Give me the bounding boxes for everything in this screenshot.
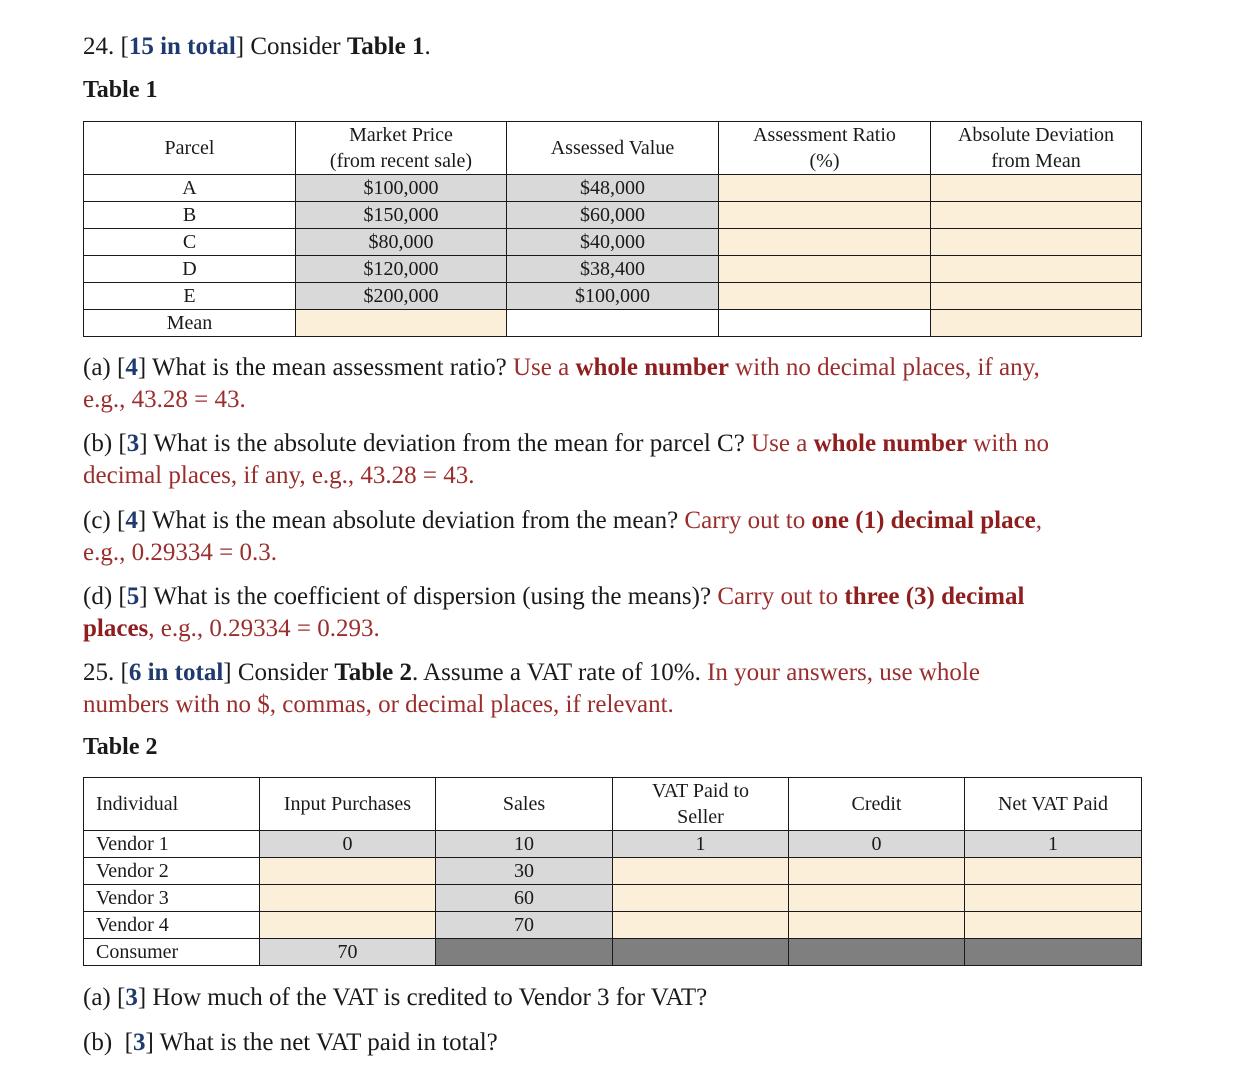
sales-cell: 60 [436, 885, 613, 912]
q24d-instruction-bold: three (3) decimal [844, 583, 1025, 610]
individual-cell: Vendor 4 [84, 912, 260, 939]
assessment-ratio-answer-cell[interactable] [719, 175, 931, 202]
table1-row-d [84, 256, 1142, 283]
market-price-cell: $120,000 [296, 256, 507, 283]
table1-header-market-price [296, 122, 507, 175]
table2-row-consumer [84, 939, 1142, 966]
table2-header-credit: Credit [789, 778, 965, 831]
vat-paid-answer-cell[interactable] [613, 912, 789, 939]
input-purchases-answer-cell[interactable] [260, 912, 436, 939]
net-vat-answer-cell[interactable] [965, 885, 1142, 912]
q24c-example: e.g., 0.29334 = 0.3. [83, 539, 277, 566]
parcel-cell: C [84, 229, 296, 256]
market-price-cell: $100,000 [296, 175, 507, 202]
net-vat-cell: 1 [965, 831, 1142, 858]
ratio-line1: Assessment Ratio [753, 124, 896, 146]
assessment-ratio-answer-cell[interactable] [719, 283, 931, 310]
table2-header-input-purchases: Input Purchases [260, 778, 436, 831]
table1-header-assessed-value: Assessed Value [507, 122, 719, 175]
assessment-ratio-answer-cell[interactable] [719, 229, 931, 256]
q25a [83, 982, 707, 1014]
ratio-line2: (%) [809, 150, 840, 172]
q24c-instruction: Carry out to [684, 507, 806, 534]
q24a-points: 4 [125, 354, 138, 381]
mean-assessed-value-cell [507, 310, 719, 337]
market-price-cell: $150,000 [296, 202, 507, 229]
q24a-question: ] What is the mean assessment ratio? [137, 354, 507, 381]
vat-line1: VAT Paid to [651, 780, 750, 802]
parcel-cell: A [84, 175, 296, 202]
q25-points: 6 in total [128, 659, 224, 686]
credit-cell: 0 [789, 831, 965, 858]
sales-cell: 70 [436, 912, 613, 939]
q25a-points: 3 [125, 984, 138, 1011]
q24b-label: (b) [ [83, 430, 127, 457]
assessed-value-cell: $38,400 [507, 256, 719, 283]
credit-answer-cell[interactable] [789, 858, 965, 885]
q24c-points: 4 [125, 507, 138, 534]
q25-instruction: In your answers, use whole [707, 659, 980, 686]
credit-answer-cell[interactable] [789, 912, 965, 939]
input-purchases-answer-cell[interactable] [260, 885, 436, 912]
assessment-ratio-answer-cell[interactable] [719, 256, 931, 283]
sales-cell: 10 [436, 831, 613, 858]
q24d-question: ] What is the coefficient of dispersion (using the means)? [139, 583, 712, 610]
absolute-deviation-answer-cell[interactable] [931, 175, 1142, 202]
market-price-cell: $80,000 [296, 229, 507, 256]
net-vat-answer-cell[interactable] [965, 858, 1142, 885]
absdev-line2: from Mean [991, 150, 1081, 172]
assessment-ratio-answer-cell[interactable] [719, 202, 931, 229]
q25-table-ref: Table 2 [334, 659, 412, 686]
q24b-example: decimal places, if any, e.g., 43.28 = 43. [83, 462, 475, 489]
assessed-value-cell: $40,000 [507, 229, 719, 256]
q24-period: . [424, 33, 431, 60]
q25-heading [83, 657, 980, 721]
q24b-instruction: Use a [751, 430, 808, 457]
q24b-instruction-bold: whole number [813, 430, 968, 457]
q25-number: 25. [ [83, 659, 129, 686]
market-price-line2: (from recent sale) [329, 150, 473, 172]
table1-row-c [84, 229, 1142, 256]
q25b-label: (b) [ [83, 1029, 133, 1056]
vat-line2: Seller [677, 806, 724, 828]
q24d-points: 5 [126, 583, 140, 610]
q24c [83, 505, 1042, 569]
table1 [83, 121, 1142, 337]
q24a-example: e.g., 43.28 = 43. [83, 386, 246, 413]
individual-cell: Consumer [84, 939, 260, 966]
table2-header-sales: Sales [436, 778, 613, 831]
q24c-question: ] What is the mean absolute deviation from the mean? [137, 507, 679, 534]
q25b-question: ] What is the net VAT paid in total? [145, 1029, 498, 1056]
q24a-label: (a) [ [83, 354, 126, 381]
q25a-question: ] How much of the VAT is credited to Vendor 3 for VAT? [137, 984, 708, 1011]
q25-instruction-2: numbers with no $, commas, or decimal places, if relevant. [83, 691, 674, 718]
absolute-deviation-answer-cell[interactable] [931, 202, 1142, 229]
net-vat-answer-cell[interactable] [965, 912, 1142, 939]
table2-caption: Table 2 [83, 734, 158, 760]
blocked-cell [789, 939, 965, 966]
q24a-instruction-2: with no decimal places, if any, [735, 354, 1040, 381]
market-price-line1: Market Price [349, 124, 453, 146]
input-purchases-cell: 70 [260, 939, 436, 966]
q24c-instruction-bold: one (1) decimal place [811, 507, 1036, 534]
individual-cell: Vendor 1 [84, 831, 260, 858]
individual-cell: Vendor 2 [84, 858, 260, 885]
q24-intro: Consider [250, 33, 341, 60]
table1-row-mean [84, 310, 1142, 337]
q24c-comma: , [1035, 507, 1043, 534]
blocked-cell [436, 939, 613, 966]
mean-label-cell: Mean [84, 310, 296, 337]
q24-number: 24. [83, 33, 115, 60]
mean-absolute-deviation-answer-cell[interactable] [931, 310, 1142, 337]
table1-row-a [84, 175, 1142, 202]
absolute-deviation-answer-cell[interactable] [931, 283, 1142, 310]
table2-header-vat-paid [613, 778, 789, 831]
q24d-instruction: Carry out to [717, 583, 839, 610]
blocked-cell [965, 939, 1142, 966]
q25-vat-rate: . Assume a VAT rate of 10%. [411, 659, 701, 686]
q24d [83, 581, 1024, 645]
table1-header-row [84, 122, 1142, 175]
q24b-instruction-2: with no [973, 430, 1049, 457]
input-purchases-answer-cell[interactable] [260, 858, 436, 885]
credit-answer-cell[interactable] [789, 885, 965, 912]
q24b [83, 428, 1049, 492]
absdev-line1: Absolute Deviation [957, 124, 1115, 146]
q24a-instruction-bold: whole number [575, 354, 729, 381]
table2 [83, 777, 1142, 966]
table2-row-vendor3 [84, 885, 1142, 912]
vat-paid-cell: 1 [613, 831, 789, 858]
parcel-cell: D [84, 256, 296, 283]
q24d-example: , e.g., 0.29334 = 0.293. [148, 615, 380, 642]
q25b-points: 3 [132, 1029, 146, 1056]
q25b [83, 1027, 498, 1059]
mean-market-price-answer-cell[interactable] [296, 310, 507, 337]
absolute-deviation-answer-cell[interactable] [931, 229, 1142, 256]
q24a-instruction: Use a [512, 354, 570, 381]
table2-row-vendor4 [84, 912, 1142, 939]
assessed-value-cell: $60,000 [507, 202, 719, 229]
vat-paid-answer-cell[interactable] [613, 858, 789, 885]
table2-row-vendor1 [84, 831, 1142, 858]
parcel-cell: E [84, 283, 296, 310]
q24-table-ref: Table 1 [346, 33, 425, 60]
table1-row-e [84, 283, 1142, 310]
q24c-label: (c) [ [83, 507, 126, 534]
table1-caption: Table 1 [83, 77, 158, 103]
q24d-instruction-bold-2: places [83, 615, 149, 642]
table2-header-row [84, 778, 1142, 831]
q24d-label: (d) [ [83, 583, 127, 610]
input-purchases-cell: 0 [260, 831, 436, 858]
table2-header-net-vat: Net VAT Paid [965, 778, 1142, 831]
q25-intro: ] Consider [223, 659, 329, 686]
q24b-points: 3 [126, 430, 140, 457]
q24b-question: ] What is the absolute deviation from the mean for parcel C? [139, 430, 745, 457]
table2-header-individual: Individual [84, 778, 260, 831]
market-price-cell: $200,000 [296, 283, 507, 310]
individual-cell: Vendor 3 [84, 885, 260, 912]
assessed-value-cell: $48,000 [507, 175, 719, 202]
assessed-value-cell: $100,000 [507, 283, 719, 310]
table2-row-vendor2 [84, 858, 1142, 885]
mean-assessment-ratio-cell [719, 310, 931, 337]
absolute-deviation-answer-cell[interactable] [931, 256, 1142, 283]
q24-points: 15 in total [128, 33, 236, 60]
parcel-cell: B [84, 202, 296, 229]
blocked-cell [613, 939, 789, 966]
table1-header-absolute-deviation [931, 122, 1142, 175]
table1-header-assessment-ratio [719, 122, 931, 175]
q24-heading: 24. [15 in total] Consider Table 1. [83, 33, 431, 60]
vat-paid-answer-cell[interactable] [613, 885, 789, 912]
table1-row-b [84, 202, 1142, 229]
sales-cell: 30 [436, 858, 613, 885]
q25a-label: (a) [ [83, 984, 126, 1011]
table1-header-parcel: Parcel [84, 122, 296, 175]
q24a [83, 352, 1040, 416]
